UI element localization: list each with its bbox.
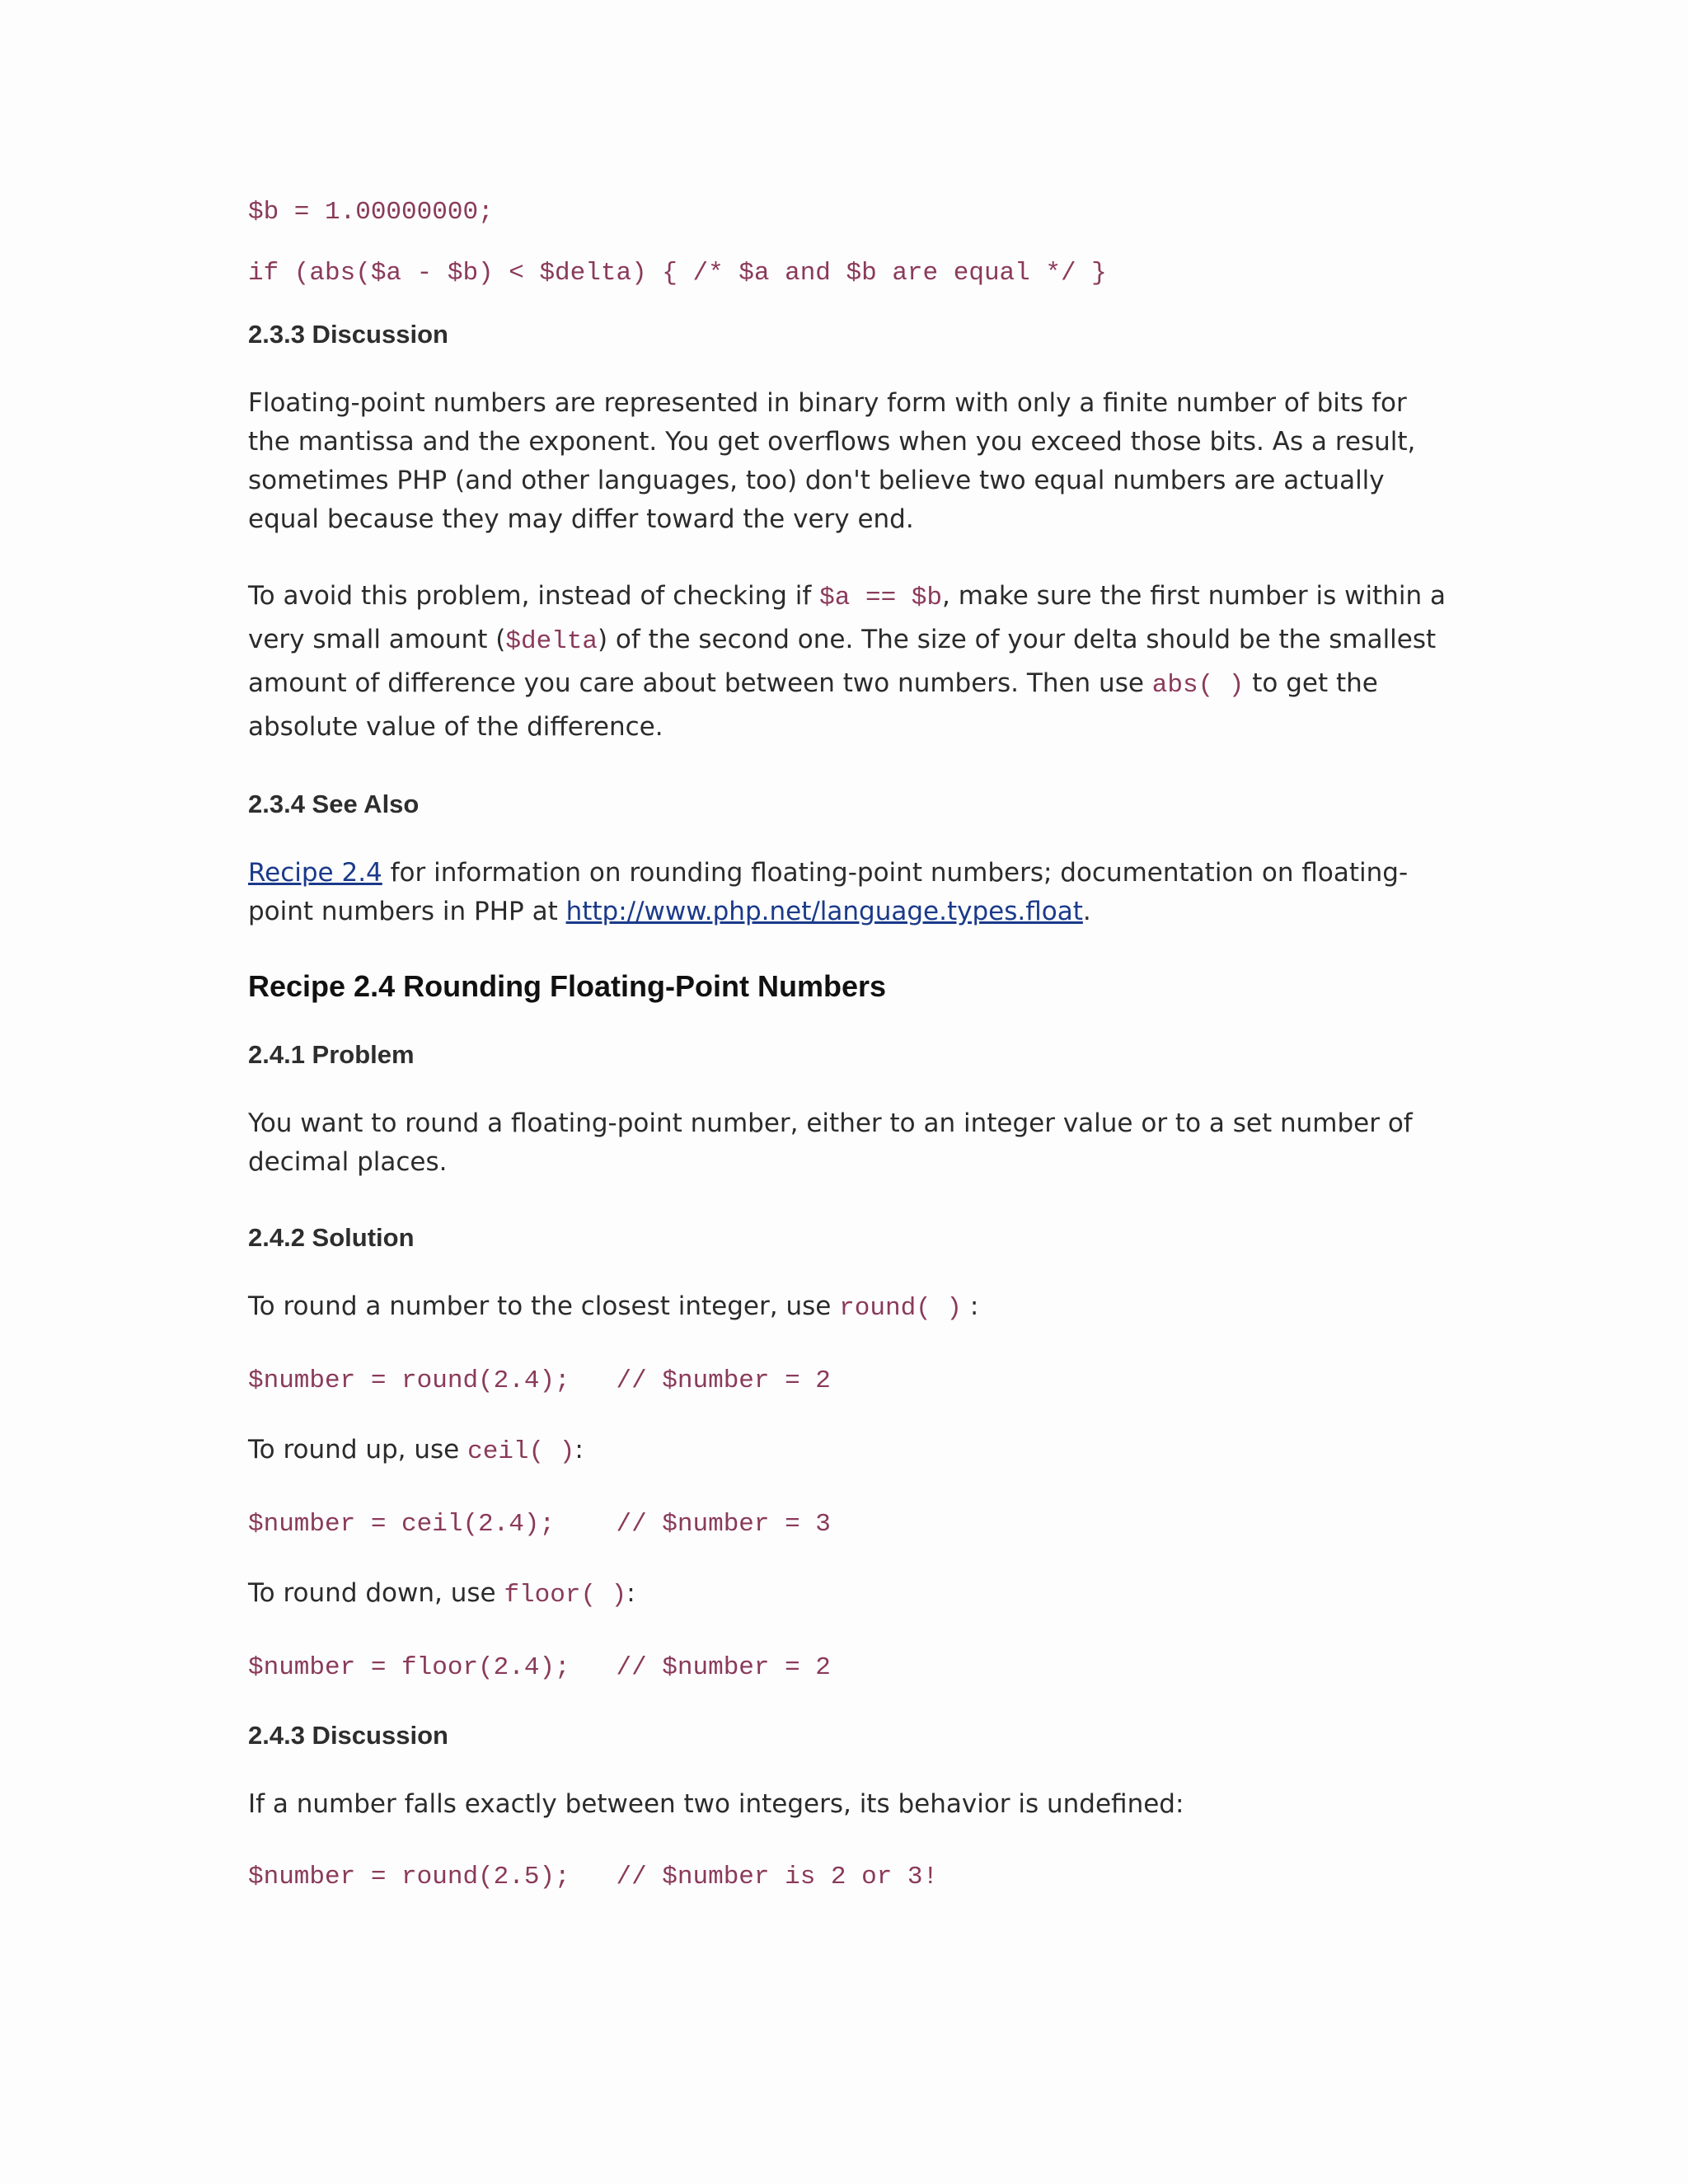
text-segment: : [626,1578,635,1608]
paragraph-undefined-behavior: If a number falls exactly between two integers, its behavior is undefined: [248,1789,1184,1819]
text-segment: : [962,1291,979,1321]
heading-2-4-2-solution: 2.4.2 Solution [248,1223,415,1252]
text-segment: : [574,1435,584,1465]
text-segment: . [1082,897,1091,926]
inline-code-ceil: ceil( ) [467,1437,575,1466]
text-segment: To round up, use [248,1435,468,1465]
text-segment: to get the absolute value of the difference. [248,668,1378,742]
heading-2-4-1-problem: 2.4.1 Problem [248,1040,415,1069]
paragraph-round-intro [248,1287,1451,1328]
code-line-abs-compare: if (abs($a - $b) < $delta) { /* $a and $b are equal */ } [248,259,1107,288]
link-php-float-docs[interactable]: http://www.php.net/language.types.float [565,897,1083,926]
code-round-half-example: $number = round(2.5); // $number is 2 or 3! [248,1863,939,1891]
text-segment: To round down, use [248,1578,504,1608]
text-segment: To round a number to the closest integer, use [248,1291,840,1321]
inline-code-floor: floor( ) [504,1581,627,1610]
code-ceil-example: $number = ceil(2.4); // $number = 3 [248,1510,831,1539]
inline-code-delta: $delta [505,627,598,656]
paragraph-ceil-intro [248,1431,1451,1471]
text-segment: for information on rounding floating-point numbers; documentation on floating-point numbers in PHP at [248,858,1409,926]
heading-2-4-3-discussion: 2.4.3 Discussion [248,1721,448,1750]
recipe-2-4-title: Recipe 2.4 Rounding Floating-Point Numbers [248,969,887,1003]
paragraph-problem: You want to round a floating-point number, either to an integer value or to a set number of decimal places. [248,1108,1413,1177]
code-line-b-assign: $b = 1.00000000; [248,198,494,227]
paragraph-avoid-problem [248,575,1451,748]
text-segment: To avoid this problem, instead of checking if [248,581,820,611]
heading-2-3-3-discussion: 2.3.3 Discussion [248,320,448,349]
link-recipe-2-4[interactable]: Recipe 2.4 [248,858,382,888]
inline-code-a-equals-b: $a == $b [819,583,942,612]
inline-code-round: round( ) [839,1294,962,1323]
heading-2-3-4-see-also: 2.3.4 See Also [248,790,420,818]
text-segment: , make sure the first number is within a very small amount ( [248,581,1446,654]
text-segment: ) of the second one. The size of your delta should be the smallest amount of difference you care about between two numbers. Then use [248,625,1437,698]
paragraph-floor-intro [248,1574,1451,1615]
document-page [248,194,1451,1896]
paragraph-floating-point-representation: Floating-point numbers are represented in binary form with only a finite number of bits for the mantissa and the exponent. You get overflows when you exceed those bits. As a result, sometimes PHP (and other languages, too) don't believe two equal numbers are actually equal because they may differ toward the very end. [248,388,1416,534]
code-round-example: $number = round(2.4); // $number = 2 [248,1366,831,1395]
paragraph-see-also [248,854,1451,931]
code-floor-example: $number = floor(2.4); // $number = 2 [248,1653,831,1682]
inline-code-abs: abs( ) [1151,671,1245,700]
